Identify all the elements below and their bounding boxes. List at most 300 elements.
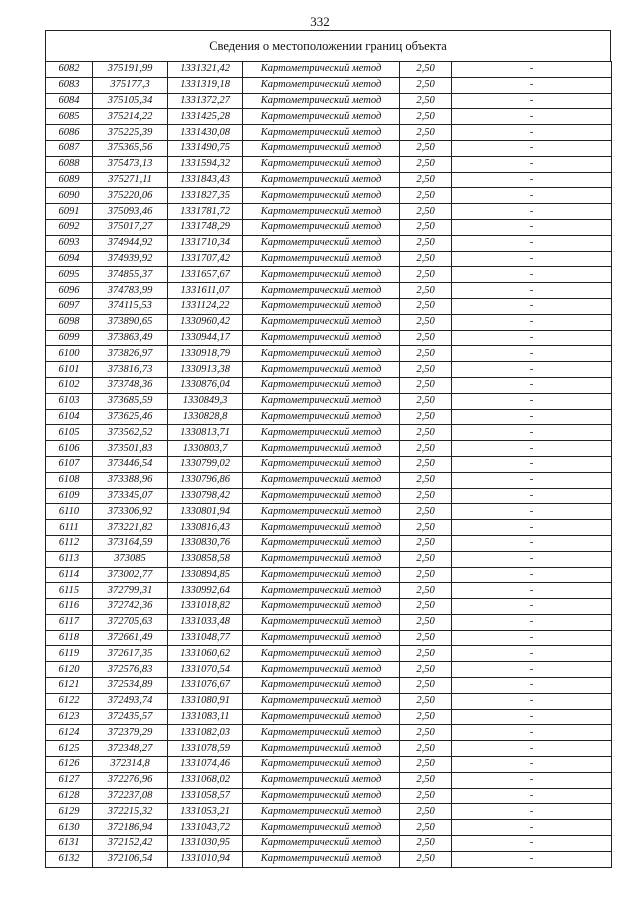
description-cell: - (452, 251, 612, 267)
table-row (46, 693, 612, 709)
x-coordinate: 372186,94 (93, 820, 168, 836)
y-coordinate: 1331707,42 (168, 251, 243, 267)
accuracy-cell: 2,50 (400, 314, 452, 330)
y-coordinate: 1331490,75 (168, 140, 243, 156)
table-row (46, 251, 612, 267)
x-coordinate: 373345,07 (93, 488, 168, 504)
accuracy-cell: 2,50 (400, 851, 452, 867)
x-coordinate: 375473,13 (93, 156, 168, 172)
accuracy-cell: 2,50 (400, 140, 452, 156)
method-cell: Картометрический метод (243, 125, 400, 141)
point-number: 6117 (46, 614, 93, 630)
y-coordinate: 1330992,64 (168, 583, 243, 599)
description-cell: - (452, 456, 612, 472)
description-cell: - (452, 156, 612, 172)
description-cell: - (452, 741, 612, 757)
method-cell: Картометрический метод (243, 630, 400, 646)
description-cell: - (452, 425, 612, 441)
table-row (46, 757, 612, 773)
x-coordinate: 372705,63 (93, 614, 168, 630)
accuracy-cell: 2,50 (400, 267, 452, 283)
table-row (46, 393, 612, 409)
y-coordinate: 1331010,94 (168, 851, 243, 867)
accuracy-cell: 2,50 (400, 441, 452, 457)
y-coordinate: 1331074,46 (168, 757, 243, 773)
x-coordinate: 373625,46 (93, 409, 168, 425)
table-row (46, 188, 612, 204)
description-cell: - (452, 93, 612, 109)
y-coordinate: 1331068,02 (168, 772, 243, 788)
table-row (46, 772, 612, 788)
point-number: 6104 (46, 409, 93, 425)
accuracy-cell: 2,50 (400, 741, 452, 757)
description-cell: - (452, 441, 612, 457)
y-coordinate: 1330849,3 (168, 393, 243, 409)
x-coordinate: 375214,22 (93, 109, 168, 125)
y-coordinate: 1330876,04 (168, 377, 243, 393)
accuracy-cell: 2,50 (400, 804, 452, 820)
table-row (46, 362, 612, 378)
y-coordinate: 1331319,18 (168, 77, 243, 93)
y-coordinate: 1331372,27 (168, 93, 243, 109)
x-coordinate: 375177,3 (93, 77, 168, 93)
method-cell: Картометрический метод (243, 204, 400, 220)
y-coordinate: 1330944,17 (168, 330, 243, 346)
y-coordinate: 1331083,11 (168, 709, 243, 725)
accuracy-cell: 2,50 (400, 836, 452, 852)
y-coordinate: 1331076,67 (168, 678, 243, 694)
y-coordinate: 1330813,71 (168, 425, 243, 441)
table-row (46, 235, 612, 251)
x-coordinate: 372661,49 (93, 630, 168, 646)
description-cell: - (452, 409, 612, 425)
description-cell: - (452, 267, 612, 283)
point-number: 6083 (46, 77, 93, 93)
method-cell: Картометрический метод (243, 109, 400, 125)
table-row (46, 441, 612, 457)
description-cell: - (452, 535, 612, 551)
description-cell: - (452, 757, 612, 773)
table-row (46, 204, 612, 220)
method-cell: Картометрический метод (243, 251, 400, 267)
accuracy-cell: 2,50 (400, 204, 452, 220)
accuracy-cell: 2,50 (400, 93, 452, 109)
method-cell: Картометрический метод (243, 678, 400, 694)
x-coordinate: 374855,37 (93, 267, 168, 283)
method-cell: Картометрический метод (243, 425, 400, 441)
table-row (46, 535, 612, 551)
y-coordinate: 1330796,86 (168, 472, 243, 488)
method-cell: Картометрический метод (243, 772, 400, 788)
description-cell: - (452, 804, 612, 820)
method-cell: Картометрический метод (243, 140, 400, 156)
method-cell: Картометрический метод (243, 535, 400, 551)
point-number: 6125 (46, 741, 93, 757)
point-number: 6101 (46, 362, 93, 378)
table-row (46, 488, 612, 504)
table-row (46, 93, 612, 109)
method-cell: Картометрический метод (243, 646, 400, 662)
coordinates-sheet (45, 30, 611, 868)
point-number: 6123 (46, 709, 93, 725)
point-number: 6088 (46, 156, 93, 172)
y-coordinate: 1331053,21 (168, 804, 243, 820)
x-coordinate: 373748,36 (93, 377, 168, 393)
table-row (46, 125, 612, 141)
y-coordinate: 1330918,79 (168, 346, 243, 362)
method-cell: Картометрический метод (243, 377, 400, 393)
method-cell: Картометрический метод (243, 314, 400, 330)
point-number: 6094 (46, 251, 93, 267)
method-cell: Картометрический метод (243, 330, 400, 346)
y-coordinate: 1330913,38 (168, 362, 243, 378)
y-coordinate: 1331124,22 (168, 298, 243, 314)
x-coordinate: 373446,54 (93, 456, 168, 472)
accuracy-cell: 2,50 (400, 219, 452, 235)
method-cell: Картометрический метод (243, 820, 400, 836)
point-number: 6092 (46, 219, 93, 235)
point-number: 6121 (46, 678, 93, 694)
method-cell: Картометрический метод (243, 283, 400, 299)
y-coordinate: 1331710,34 (168, 235, 243, 251)
accuracy-cell: 2,50 (400, 646, 452, 662)
x-coordinate: 374939,92 (93, 251, 168, 267)
method-cell: Картометрический метод (243, 836, 400, 852)
point-number: 6122 (46, 693, 93, 709)
description-cell: - (452, 77, 612, 93)
point-number: 6089 (46, 172, 93, 188)
description-cell: - (452, 599, 612, 615)
table-row (46, 709, 612, 725)
x-coordinate: 373388,96 (93, 472, 168, 488)
y-coordinate: 1330894,85 (168, 567, 243, 583)
method-cell: Картометрический метод (243, 393, 400, 409)
x-coordinate: 374783,99 (93, 283, 168, 299)
point-number: 6107 (46, 456, 93, 472)
method-cell: Картометрический метод (243, 788, 400, 804)
method-cell: Картометрический метод (243, 441, 400, 457)
y-coordinate: 1330799,02 (168, 456, 243, 472)
y-coordinate: 1331594,32 (168, 156, 243, 172)
accuracy-cell: 2,50 (400, 77, 452, 93)
x-coordinate: 372742,36 (93, 599, 168, 615)
table-row (46, 551, 612, 567)
description-cell: - (452, 725, 612, 741)
x-coordinate: 375093,46 (93, 204, 168, 220)
method-cell: Картометрический метод (243, 409, 400, 425)
point-number: 6098 (46, 314, 93, 330)
accuracy-cell: 2,50 (400, 346, 452, 362)
method-cell: Картометрический метод (243, 456, 400, 472)
description-cell: - (452, 551, 612, 567)
y-coordinate: 1331425,28 (168, 109, 243, 125)
point-number: 6124 (46, 725, 93, 741)
point-number: 6090 (46, 188, 93, 204)
method-cell: Картометрический метод (243, 567, 400, 583)
y-coordinate: 1331058,57 (168, 788, 243, 804)
table-row (46, 630, 612, 646)
y-coordinate: 1331082,03 (168, 725, 243, 741)
table-row (46, 520, 612, 536)
accuracy-cell: 2,50 (400, 425, 452, 441)
table-row (46, 409, 612, 425)
description-cell: - (452, 693, 612, 709)
y-coordinate: 1331078,59 (168, 741, 243, 757)
table-header: Сведения о местоположении границ объекта (45, 30, 611, 61)
accuracy-cell: 2,50 (400, 599, 452, 615)
point-number: 6085 (46, 109, 93, 125)
y-coordinate: 1331843,43 (168, 172, 243, 188)
method-cell: Картометрический метод (243, 62, 400, 78)
accuracy-cell: 2,50 (400, 109, 452, 125)
accuracy-cell: 2,50 (400, 551, 452, 567)
x-coordinate: 373562,52 (93, 425, 168, 441)
point-number: 6111 (46, 520, 93, 536)
accuracy-cell: 2,50 (400, 504, 452, 520)
description-cell: - (452, 504, 612, 520)
x-coordinate: 375271,11 (93, 172, 168, 188)
point-number: 6106 (46, 441, 93, 457)
description-cell: - (452, 567, 612, 583)
point-number: 6091 (46, 204, 93, 220)
method-cell: Картометрический метод (243, 725, 400, 741)
x-coordinate: 375225,39 (93, 125, 168, 141)
y-coordinate: 1331748,29 (168, 219, 243, 235)
y-coordinate: 1331033,48 (168, 614, 243, 630)
method-cell: Картометрический метод (243, 757, 400, 773)
table-row (46, 172, 612, 188)
table-row (46, 725, 612, 741)
x-coordinate: 374115,53 (93, 298, 168, 314)
point-number: 6093 (46, 235, 93, 251)
x-coordinate: 372237,08 (93, 788, 168, 804)
point-number: 6097 (46, 298, 93, 314)
table-row (46, 314, 612, 330)
accuracy-cell: 2,50 (400, 520, 452, 536)
x-coordinate: 372152,42 (93, 836, 168, 852)
accuracy-cell: 2,50 (400, 62, 452, 78)
y-coordinate: 1330960,42 (168, 314, 243, 330)
y-coordinate: 1331827,35 (168, 188, 243, 204)
x-coordinate: 373002,77 (93, 567, 168, 583)
method-cell: Картометрический метод (243, 235, 400, 251)
x-coordinate: 372276,96 (93, 772, 168, 788)
accuracy-cell: 2,50 (400, 678, 452, 694)
description-cell: - (452, 204, 612, 220)
point-number: 6110 (46, 504, 93, 520)
method-cell: Картометрический метод (243, 851, 400, 867)
point-number: 6132 (46, 851, 93, 867)
point-number: 6109 (46, 488, 93, 504)
coordinates-table (45, 61, 612, 868)
table-row (46, 156, 612, 172)
y-coordinate: 1331321,42 (168, 62, 243, 78)
x-coordinate: 372314,8 (93, 757, 168, 773)
x-coordinate: 373085 (93, 551, 168, 567)
description-cell: - (452, 678, 612, 694)
accuracy-cell: 2,50 (400, 709, 452, 725)
accuracy-cell: 2,50 (400, 456, 452, 472)
method-cell: Картометрический метод (243, 551, 400, 567)
table-row (46, 504, 612, 520)
table-row (46, 109, 612, 125)
accuracy-cell: 2,50 (400, 235, 452, 251)
table-row (46, 77, 612, 93)
x-coordinate: 372215,32 (93, 804, 168, 820)
x-coordinate: 373501,83 (93, 441, 168, 457)
x-coordinate: 373164,59 (93, 535, 168, 551)
accuracy-cell: 2,50 (400, 630, 452, 646)
point-number: 6084 (46, 93, 93, 109)
method-cell: Картометрический метод (243, 267, 400, 283)
accuracy-cell: 2,50 (400, 583, 452, 599)
accuracy-cell: 2,50 (400, 662, 452, 678)
accuracy-cell: 2,50 (400, 772, 452, 788)
point-number: 6116 (46, 599, 93, 615)
x-coordinate: 373863,49 (93, 330, 168, 346)
description-cell: - (452, 346, 612, 362)
description-cell: - (452, 172, 612, 188)
y-coordinate: 1331781,72 (168, 204, 243, 220)
y-coordinate: 1331611,07 (168, 283, 243, 299)
y-coordinate: 1330858,58 (168, 551, 243, 567)
accuracy-cell: 2,50 (400, 472, 452, 488)
description-cell: - (452, 62, 612, 78)
description-cell: - (452, 820, 612, 836)
y-coordinate: 1331070,54 (168, 662, 243, 678)
method-cell: Картометрический метод (243, 77, 400, 93)
description-cell: - (452, 140, 612, 156)
method-cell: Картометрический метод (243, 614, 400, 630)
table-row (46, 140, 612, 156)
description-cell: - (452, 235, 612, 251)
description-cell: - (452, 788, 612, 804)
point-number: 6128 (46, 788, 93, 804)
method-cell: Картометрический метод (243, 362, 400, 378)
y-coordinate: 1330798,42 (168, 488, 243, 504)
description-cell: - (452, 630, 612, 646)
method-cell: Картометрический метод (243, 156, 400, 172)
accuracy-cell: 2,50 (400, 409, 452, 425)
table-row (46, 567, 612, 583)
table-row (46, 330, 612, 346)
x-coordinate: 375105,34 (93, 93, 168, 109)
accuracy-cell: 2,50 (400, 393, 452, 409)
description-cell: - (452, 709, 612, 725)
table-row (46, 820, 612, 836)
x-coordinate: 372617,35 (93, 646, 168, 662)
description-cell: - (452, 646, 612, 662)
description-cell: - (452, 520, 612, 536)
x-coordinate: 375017,27 (93, 219, 168, 235)
point-number: 6127 (46, 772, 93, 788)
x-coordinate: 372106,54 (93, 851, 168, 867)
description-cell: - (452, 393, 612, 409)
x-coordinate: 373816,73 (93, 362, 168, 378)
table-row (46, 599, 612, 615)
accuracy-cell: 2,50 (400, 362, 452, 378)
method-cell: Картометрический метод (243, 599, 400, 615)
description-cell: - (452, 614, 612, 630)
method-cell: Картометрический метод (243, 709, 400, 725)
y-coordinate: 1331430,08 (168, 125, 243, 141)
method-cell: Картометрический метод (243, 693, 400, 709)
accuracy-cell: 2,50 (400, 567, 452, 583)
table-row (46, 472, 612, 488)
point-number: 6099 (46, 330, 93, 346)
table-row (46, 219, 612, 235)
accuracy-cell: 2,50 (400, 283, 452, 299)
table-row (46, 678, 612, 694)
accuracy-cell: 2,50 (400, 377, 452, 393)
table-row (46, 614, 612, 630)
table-body (46, 62, 612, 868)
description-cell: - (452, 283, 612, 299)
point-number: 6082 (46, 62, 93, 78)
description-cell: - (452, 836, 612, 852)
method-cell: Картометрический метод (243, 520, 400, 536)
x-coordinate: 372799,31 (93, 583, 168, 599)
description-cell: - (452, 662, 612, 678)
method-cell: Картометрический метод (243, 741, 400, 757)
accuracy-cell: 2,50 (400, 725, 452, 741)
table-row (46, 425, 612, 441)
point-number: 6120 (46, 662, 93, 678)
table-row (46, 788, 612, 804)
description-cell: - (452, 125, 612, 141)
point-number: 6114 (46, 567, 93, 583)
accuracy-cell: 2,50 (400, 614, 452, 630)
x-coordinate: 373826,97 (93, 346, 168, 362)
table-row (46, 646, 612, 662)
accuracy-cell: 2,50 (400, 820, 452, 836)
point-number: 6096 (46, 283, 93, 299)
y-coordinate: 1331048,77 (168, 630, 243, 646)
x-coordinate: 372435,57 (93, 709, 168, 725)
point-number: 6095 (46, 267, 93, 283)
point-number: 6115 (46, 583, 93, 599)
accuracy-cell: 2,50 (400, 788, 452, 804)
point-number: 6113 (46, 551, 93, 567)
method-cell: Картометрический метод (243, 93, 400, 109)
point-number: 6108 (46, 472, 93, 488)
accuracy-cell: 2,50 (400, 757, 452, 773)
method-cell: Картометрический метод (243, 188, 400, 204)
x-coordinate: 373221,82 (93, 520, 168, 536)
y-coordinate: 1331657,67 (168, 267, 243, 283)
point-number: 6100 (46, 346, 93, 362)
y-coordinate: 1330801,94 (168, 504, 243, 520)
accuracy-cell: 2,50 (400, 251, 452, 267)
accuracy-cell: 2,50 (400, 188, 452, 204)
x-coordinate: 373685,59 (93, 393, 168, 409)
description-cell: - (452, 583, 612, 599)
y-coordinate: 1330803,7 (168, 441, 243, 457)
method-cell: Картометрический метод (243, 488, 400, 504)
y-coordinate: 1331080,91 (168, 693, 243, 709)
x-coordinate: 373306,92 (93, 504, 168, 520)
table-row (46, 377, 612, 393)
accuracy-cell: 2,50 (400, 330, 452, 346)
y-coordinate: 1331043,72 (168, 820, 243, 836)
method-cell: Картометрический метод (243, 662, 400, 678)
point-number: 6130 (46, 820, 93, 836)
description-cell: - (452, 188, 612, 204)
table-row (46, 836, 612, 852)
description-cell: - (452, 314, 612, 330)
point-number: 6086 (46, 125, 93, 141)
accuracy-cell: 2,50 (400, 298, 452, 314)
